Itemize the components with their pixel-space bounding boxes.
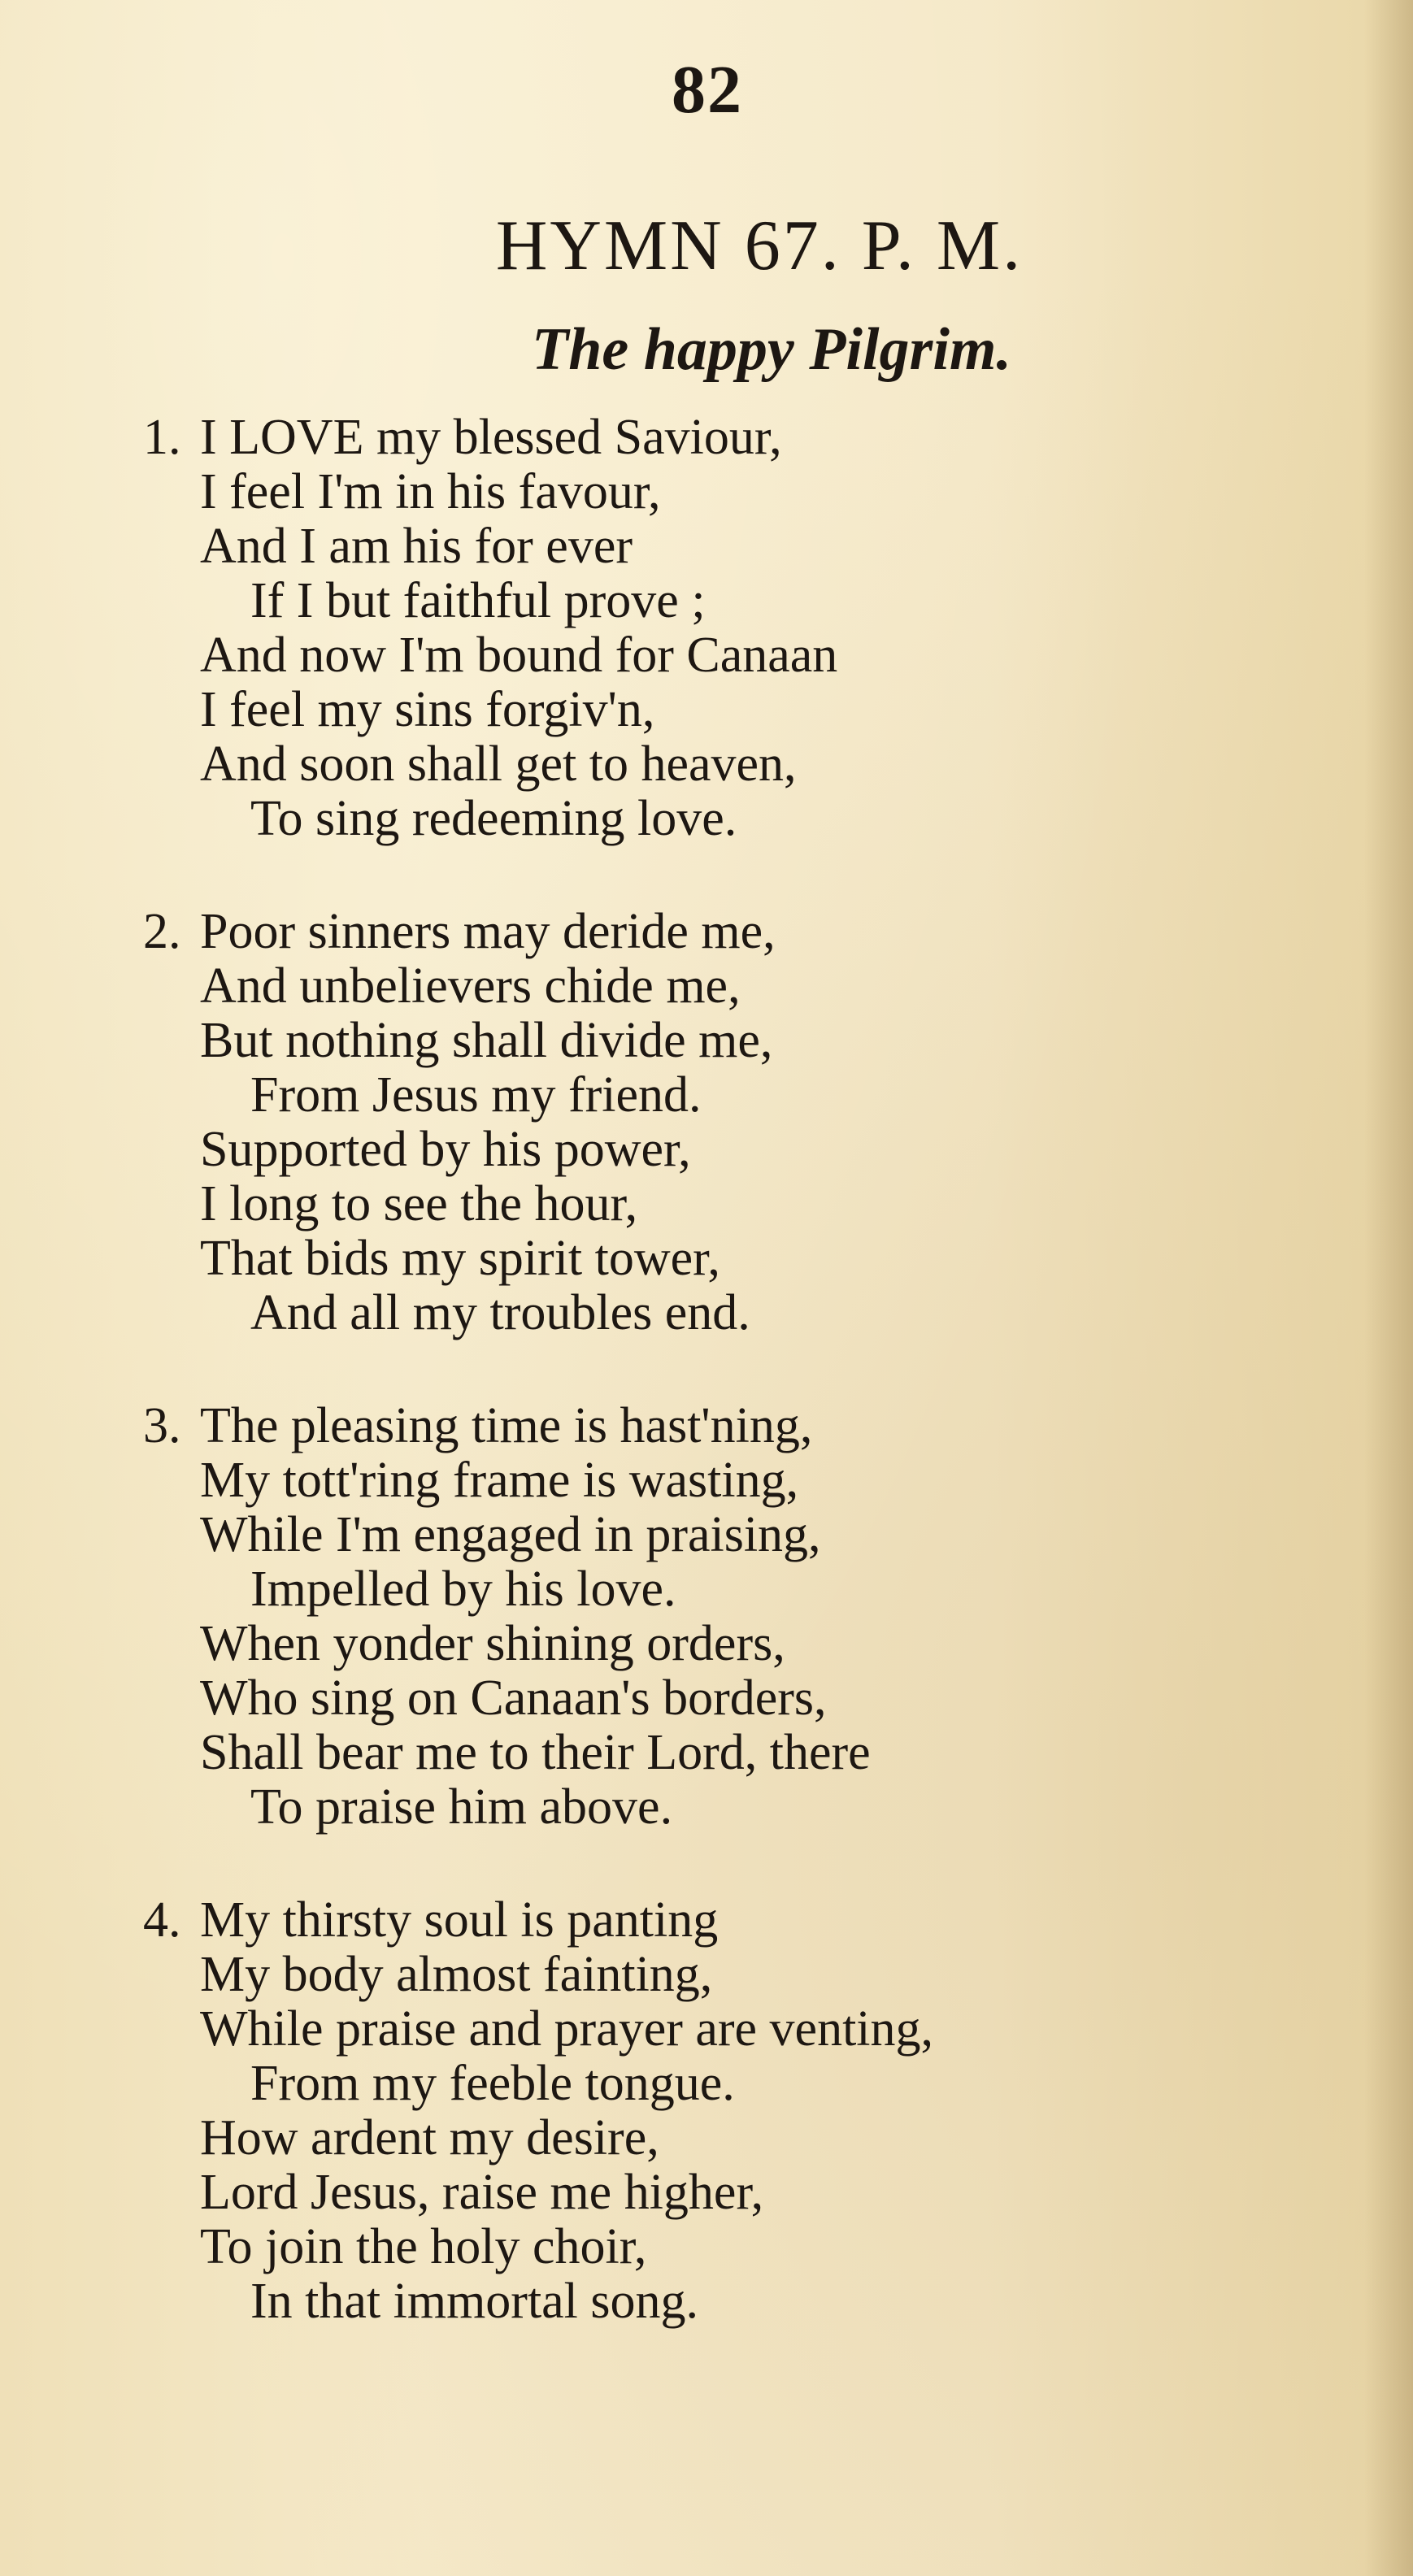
verse-line-text: My thirsty soul is panting [200, 1892, 719, 1948]
verse-line-text: The pleasing time is hast'ning, [200, 1398, 813, 1453]
verse-line [143, 411, 1395, 465]
verse-line: While I'm engaged in praising, [200, 1507, 821, 1562]
verse-line: I feel my sins forgiv'n, [200, 682, 655, 737]
verse-line: How ardent my desire, [200, 2110, 659, 2165]
verse-line: To praise him above. [250, 1779, 673, 1835]
verse-line: And I am his for ever [200, 519, 633, 574]
verse-line: If I but faithful prove ; [250, 573, 706, 628]
verse-1 [143, 411, 1395, 846]
verse-line: And soon shall get to heaven, [200, 736, 797, 792]
verse-line: From Jesus my friend. [250, 1067, 702, 1123]
verse-4 [143, 1893, 1395, 2329]
verse-line: To sing redeeming love. [250, 791, 737, 846]
verse-line: From my feeble tongue. [250, 2056, 735, 2111]
hymn-title: HYMN 67. P. M. [495, 206, 1024, 285]
verse-line: To join the holy choir, [200, 2219, 647, 2274]
verse-2 [143, 905, 1395, 1340]
verse-line [143, 1893, 1395, 1948]
verse-line: But nothing shall divide me, [200, 1013, 773, 1068]
hymn-subtitle: The happy Pilgrim. [532, 316, 1011, 383]
verse-number: 4. [143, 1892, 181, 1948]
verse-line: In that immortal song. [250, 2274, 699, 2329]
verse-line: Supported by his power, [200, 1122, 691, 1177]
verse-number: 3. [143, 1398, 181, 1453]
verse-line: When yonder shining orders, [200, 1616, 785, 1671]
verse-line-text: Poor sinners may deride me, [200, 904, 776, 959]
verse-line: My tott'ring frame is wasting, [200, 1453, 799, 1508]
verse-line-text: I LOVE my blessed Saviour, [200, 410, 782, 465]
verse-line: My body almost fainting, [200, 1947, 713, 2002]
verse-line: That bids my spirit tower, [200, 1231, 720, 1286]
verse-line: And unbelievers chide me, [200, 958, 741, 1014]
verse-line: And all my troubles end. [250, 1285, 750, 1340]
verse-line [143, 905, 1395, 959]
verse-line: Impelled by his love. [250, 1562, 676, 1617]
verse-line: Who sing on Canaan's borders, [200, 1670, 827, 1726]
verse-line [143, 1399, 1395, 1453]
verse-number: 2. [143, 904, 181, 959]
verse-line: Lord Jesus, raise me higher, [200, 2165, 764, 2220]
verse-line: Shall bear me to their Lord, there [200, 1725, 871, 1780]
page-number: 82 [672, 52, 743, 128]
hymn-verses [143, 411, 1395, 2387]
verse-line: While praise and prayer are venting, [200, 2001, 934, 2057]
verse-3 [143, 1399, 1395, 1835]
verse-line: And now I'm bound for Canaan [200, 628, 838, 683]
verse-line: I long to see the hour, [200, 1176, 638, 1232]
verse-line: I feel I'm in his favour, [200, 464, 661, 519]
verse-number: 1. [143, 410, 181, 465]
